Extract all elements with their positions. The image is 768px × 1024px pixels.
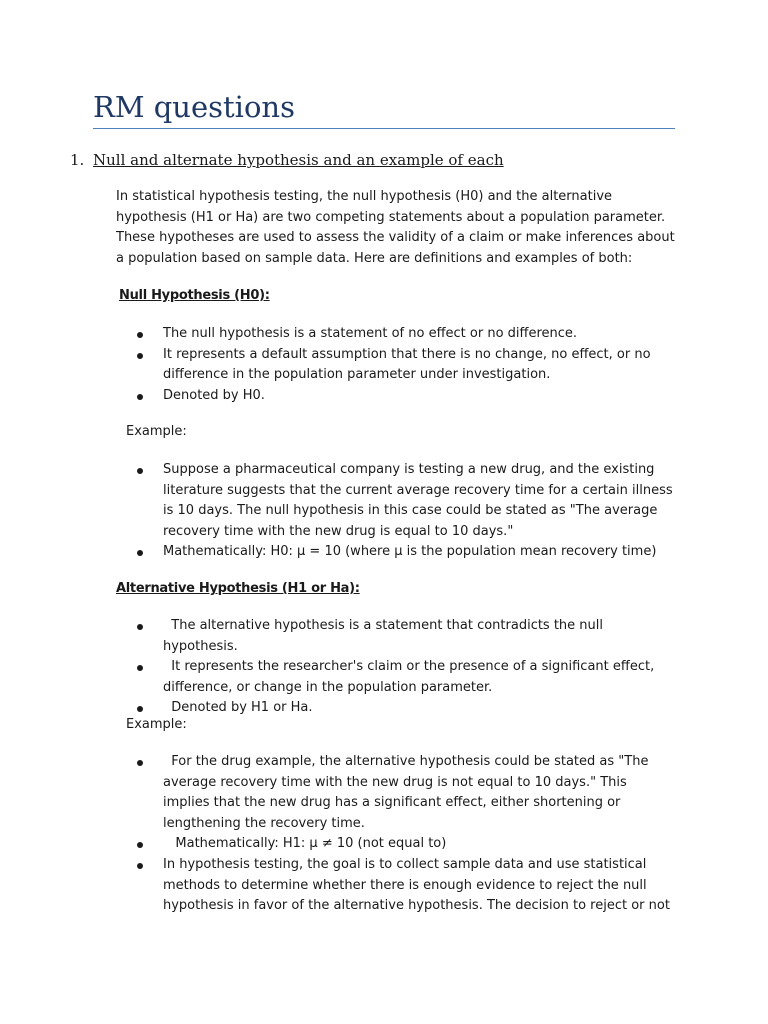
- bullet-icon: [137, 394, 143, 400]
- alt-example-list: [0, 752, 677, 917]
- page-title: RM questions: [93, 90, 295, 124]
- bullet-icon: [137, 468, 143, 474]
- list-item: It represents the researcher's claim or the presence of a significant effect, difference, or change in the population parameter.: [0, 657, 677, 698]
- bullet-icon: [137, 353, 143, 359]
- bullet-icon: [137, 550, 143, 556]
- null-hypothesis-heading: Null Hypothesis (H0):: [119, 288, 270, 303]
- list-item: Mathematically: H0: μ = 10 (where μ is the population mean recovery time): [0, 542, 677, 563]
- list-item: For the drug example, the alternative hypothesis could be stated as "The average recovery time with the new drug is not equal to 10 days." This implies that the new drug has a significant effect, either shortening or lengthening the recovery time.: [0, 752, 677, 834]
- alternative-hypothesis-heading: Alternative Hypothesis (H1 or Ha):: [116, 581, 360, 596]
- bullet-icon: [137, 706, 143, 712]
- intro-paragraph: In statistical hypothesis testing, the null hypothesis (H0) and the alternative hypothesis (H1 or Ha) are two competing statements about a population parameter. These hypotheses are used to assess the validity of a claim or make inferences about a population based on sample data. Here are definitions and examples of both:: [116, 189, 675, 266]
- title-divider: [93, 128, 675, 129]
- null-example-label: Example:: [126, 424, 187, 439]
- list-item: The null hypothesis is a statement of no effect or no difference.: [0, 324, 677, 345]
- bullet-icon: [137, 665, 143, 671]
- null-hypothesis-list: [0, 324, 677, 406]
- list-item: In hypothesis testing, the goal is to collect sample data and use statistical methods to determine whether there is enough evidence to reject the null hypothesis in favor of the alternative hypothesis. The decision to reject or not: [0, 855, 677, 917]
- question-heading: Null and alternate hypothesis and an example of each: [93, 151, 504, 169]
- list-item: Denoted by H1 or Ha.: [0, 698, 677, 719]
- bullet-icon: [137, 842, 143, 848]
- list-item: Mathematically: H1: μ ≠ 10 (not equal to): [0, 834, 677, 855]
- bullet-icon: [137, 863, 143, 869]
- bullet-icon: [137, 332, 143, 338]
- bullet-icon: [137, 624, 143, 630]
- list-item: Denoted by H0.: [0, 386, 677, 407]
- null-example-list: [0, 460, 677, 563]
- alternative-hypothesis-list: [0, 616, 677, 719]
- bullet-icon: [137, 760, 143, 766]
- list-item: The alternative hypothesis is a statement that contradicts the null hypothesis.: [0, 616, 677, 657]
- list-item: It represents a default assumption that there is no change, no effect, or no difference in the population parameter under investigation.: [0, 345, 677, 386]
- alt-example-label: Example:: [126, 717, 187, 732]
- question-number: 1.: [70, 151, 85, 169]
- list-item: Suppose a pharmaceutical company is testing a new drug, and the existing literature suggests that the current average recovery time for a certain illness is 10 days. The null hypothesis in this case could be stated as "The average recovery time with the new drug is equal to 10 days.": [0, 460, 677, 542]
